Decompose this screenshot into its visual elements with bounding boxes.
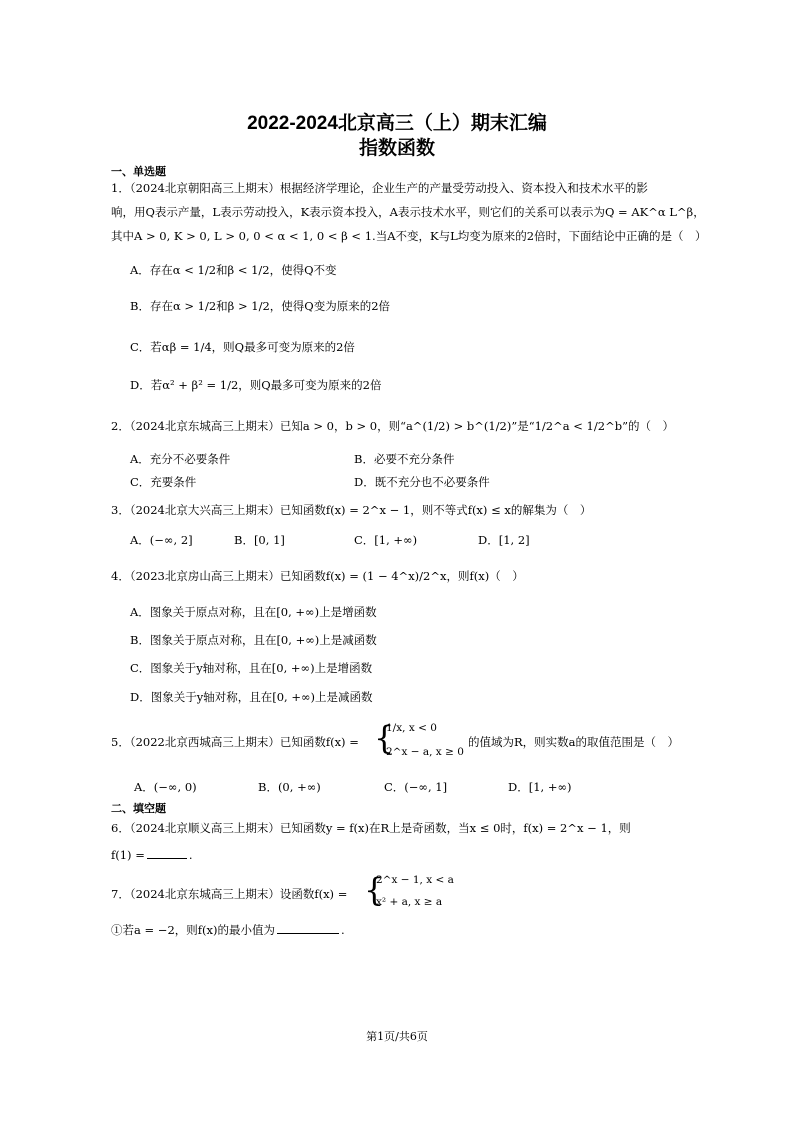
q1-line1: 1．（2024北京朝阳高三上期末）根据经济学理论，企业生产的产量受劳动投入、资本投入和技术水平的影 xyxy=(111,181,648,195)
q4-option-a: A．图象关于原点对称，且在[0, +∞)上是增函数 xyxy=(130,605,377,619)
section-heading-fill-blank: 二、填空题 xyxy=(111,803,166,815)
q5-suffix: 的值域为R，则实数a的取值范围是（ ） xyxy=(468,735,680,749)
q6-line2 xyxy=(111,848,193,862)
q5-option-b: B．(0, +∞) xyxy=(258,780,321,794)
page-title: 2022-2024北京高三（上）期末汇编 xyxy=(247,113,547,134)
q1-option-b: B．存在α > 1/2和β > 1/2，使得Q变为原来的2倍 xyxy=(130,299,391,313)
q7-prefix: 7．（2024北京东城高三上期末）设函数f(x) = xyxy=(111,887,348,901)
q7-sub1-text: ①若a = −2，则f(x)的最小值为 xyxy=(111,923,275,937)
q2-option-d: D．既不充分也不必要条件 xyxy=(354,475,490,489)
q4-option-b: B．图象关于原点对称，且在[0, +∞)上是减函数 xyxy=(130,633,377,647)
q1-option-a: A．存在α < 1/2和β < 1/2，使得Q不变 xyxy=(130,263,337,277)
q4-option-c: C．图象关于y轴对称，且在[0, +∞)上是增函数 xyxy=(130,661,373,675)
q5-brace: { xyxy=(374,719,395,757)
q5-case1: 1/x, x < 0 xyxy=(386,722,437,734)
q6-period: . xyxy=(188,848,193,862)
section-heading-single-choice: 一、单选题 xyxy=(111,166,166,178)
q1-line3: 其中A > 0, K > 0, L > 0, 0 < α < 1, 0 < β < 1.当A不变，K与L均变为原来的2倍时，下面结论中正确的是（ ） xyxy=(111,229,707,243)
q7-brace: { xyxy=(364,871,385,909)
page-footer: 第1页/共6页 xyxy=(366,1030,428,1043)
q7-answer-blank[interactable] xyxy=(277,923,339,934)
q4-line1: 4．（2023北京房山高三上期末）已知函数f(x) = (1 − 4^x)/2^x，则f(x)（ ） xyxy=(111,569,524,583)
q7-case2: x² + a, x ≥ a xyxy=(376,896,443,908)
q2-line1: 2．（2024北京东城高三上期末）已知a > 0，b > 0，则“a^(1/2) > b^(1/2)”是“1/2^a < 1/2^b”的（ ） xyxy=(111,419,674,433)
q3-option-d: D．[1, 2] xyxy=(478,533,530,547)
q5-option-c: C．(−∞, 1] xyxy=(384,780,448,794)
q7-sub1 xyxy=(111,922,345,938)
q2-option-c: C．充要条件 xyxy=(130,475,197,489)
q4-option-d: D．图象关于y轴对称，且在[0, +∞)上是减函数 xyxy=(130,690,373,704)
q3-option-b: B．[0, 1] xyxy=(234,533,285,547)
q6-answer-blank[interactable] xyxy=(147,848,187,859)
q1-option-d: D．若α² + β² = 1/2，则Q最多可变为原来的2倍 xyxy=(130,378,382,392)
q5-prefix: 5．（2022北京西城高三上期末）已知函数f(x) = xyxy=(111,735,359,749)
q6-expression: f(1) = xyxy=(111,848,145,862)
q7-sub1-period: . xyxy=(340,923,345,937)
q2-option-b: B．必要不充分条件 xyxy=(354,452,455,466)
q2-option-a: A．充分不必要条件 xyxy=(130,452,231,466)
q1-line2: 响，用Q表示产量，L表示劳动投入，K表示资本投入，A表示技术水平，则它们的关系可以表示为Q = AK^α L^β， xyxy=(111,205,705,219)
q6-line1: 6．（2024北京顺义高三上期末）已知函数y = f(x)在R上是奇函数，当x ≤ 0时，f(x) = 2^x − 1，则 xyxy=(111,821,631,835)
q3-option-c: C．[1, +∞) xyxy=(354,533,418,547)
q5-option-a: A．(−∞, 0) xyxy=(134,780,197,794)
q5-case2: 2^x − a, x ≥ 0 xyxy=(386,746,464,758)
q1-option-c: C．若αβ = 1/4，则Q最多可变为原来的2倍 xyxy=(130,340,355,354)
q7-case1: 2^x − 1, x < a xyxy=(376,874,454,886)
q3-line1: 3．（2024北京大兴高三上期末）已知函数f(x) = 2^x − 1，则不等式f(x) ≤ x的解集为（ ） xyxy=(111,503,592,517)
q5-option-d: D．[1, +∞) xyxy=(508,780,572,794)
q3-option-a: A．(−∞, 2] xyxy=(130,533,193,547)
page-subtitle: 指数函数 xyxy=(358,138,435,159)
